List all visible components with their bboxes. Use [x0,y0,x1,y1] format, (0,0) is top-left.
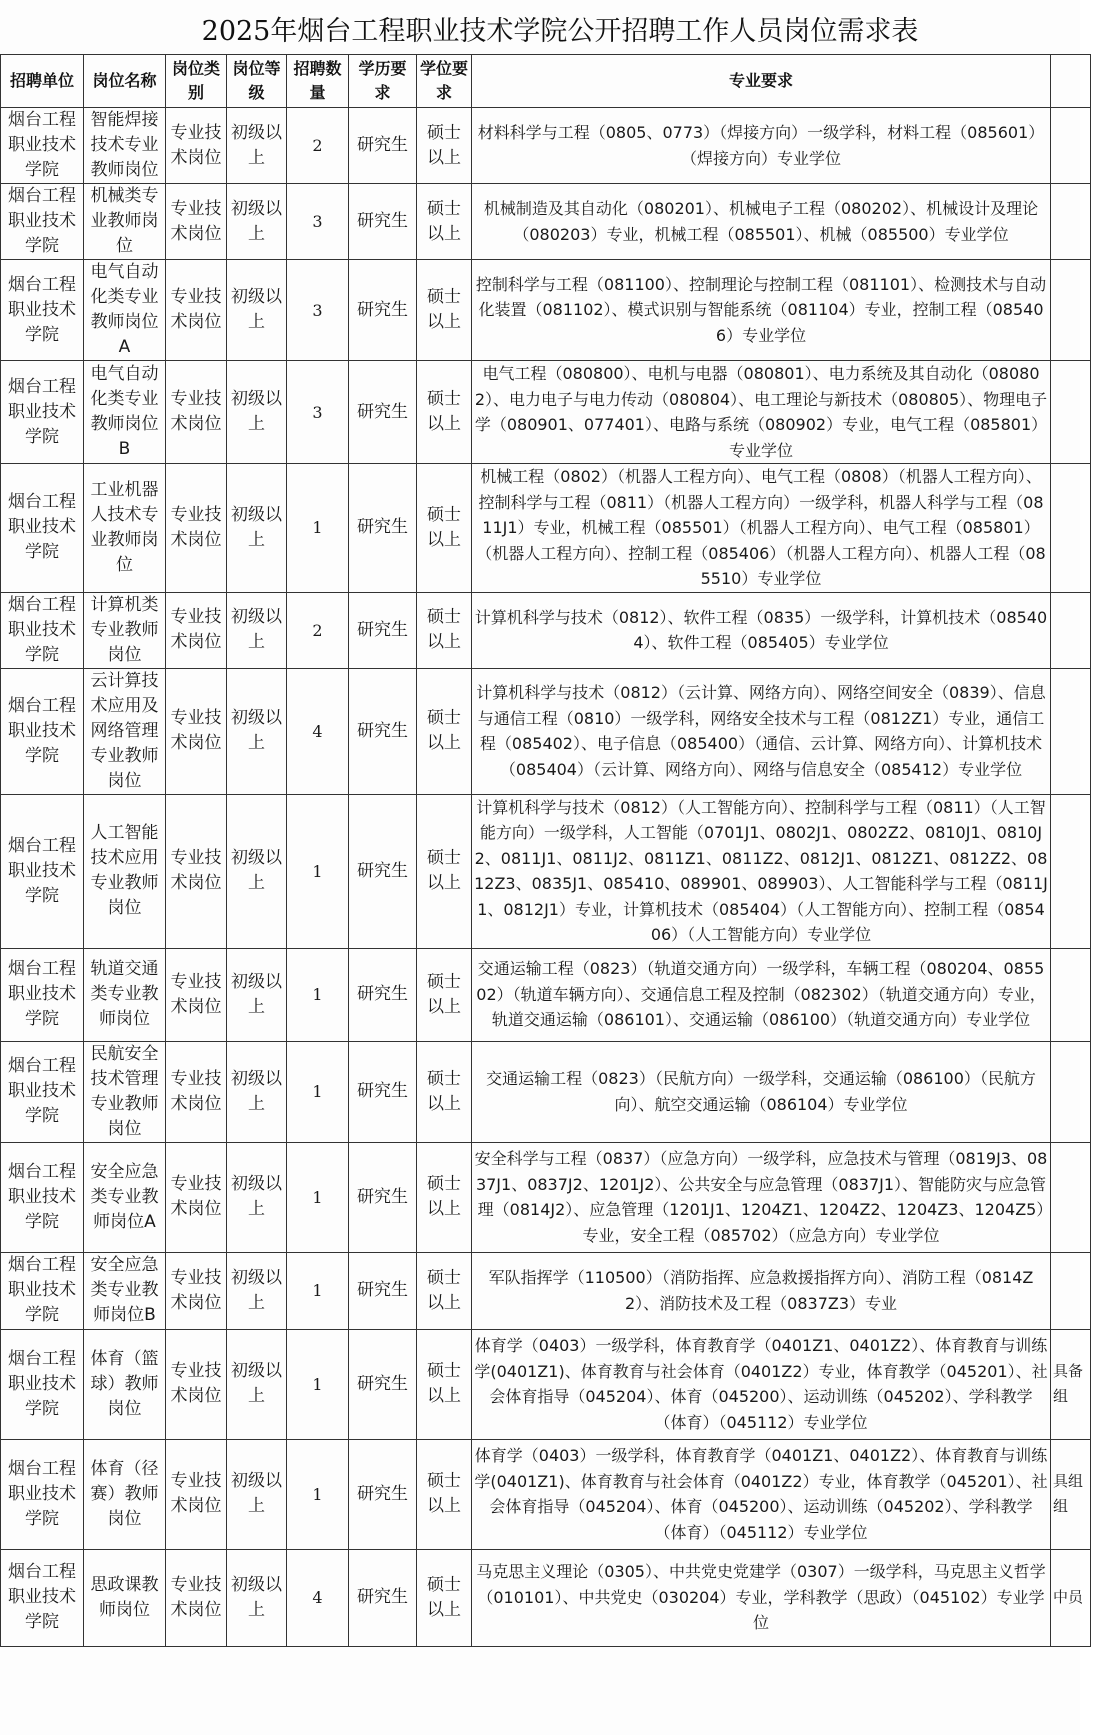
cell-count: 1 [287,1041,349,1142]
cell-count: 1 [287,794,349,948]
table-row [1,948,1091,1041]
cell-count: 1 [287,1439,349,1549]
cell-level: 初级以上 [227,1142,287,1252]
header-row [1,55,1091,108]
cell-major: 计算机科学与技术（0812）（人工智能方向）、控制科学与工程（0811）（人工智能方向）一级学科，人工智能（0701J1、0802J1、0802Z2、0810J1、0810J2、0811J1、0811J2、0811Z1、0811Z2、0812J1、0812Z1、0812Z2、0812Z3、0835J1、085410、089901、089903）、人工智能科学与工程（0811J1、0812J1）专业，计算机技术（085404）（人工智能方向）、控制工程（085406）（人工智能方向）专业学位 [472,794,1051,948]
cell-level: 初级以上 [227,464,287,593]
cell-position-name: 计算机类专业教师岗位 [84,592,166,668]
cell-extra: 中员 [1051,1549,1091,1646]
cell-extra [1051,592,1091,668]
cell-category: 专业技术岗位 [166,260,227,361]
table-row [1,592,1091,668]
cell-major: 军队指挥学（110500）（消防指挥、应急救援指挥方向）、消防工程（0814Z2）、消防技术及工程（0837Z3）专业 [472,1252,1051,1329]
header-level: 岗位等级 [227,55,287,108]
cell-level: 初级以上 [227,1252,287,1329]
cell-level: 初级以上 [227,592,287,668]
cell-level: 初级以上 [227,108,287,184]
header-name: 岗位名称 [84,55,166,108]
cell-level: 初级以上 [227,1549,287,1646]
cell-extra: 具备组 [1051,1329,1091,1439]
cell-position-name: 安全应急类专业教师岗位B [84,1252,166,1329]
table-row [1,260,1091,361]
header-category: 岗位类别 [166,55,227,108]
cell-major: 交通运输工程（0823）（民航方向）一级学科，交通运输（086100）（民航方向）、航空交通运输（086104）专业学位 [472,1041,1051,1142]
cell-education: 研究生 [349,108,417,184]
table-row [1,1329,1091,1439]
table-row [1,108,1091,184]
cell-degree: 硕士以上 [417,108,472,184]
cell-degree: 硕士以上 [417,1142,472,1252]
cell-level: 初级以上 [227,361,287,464]
cell-category: 专业技术岗位 [166,1142,227,1252]
header-count: 招聘数量 [287,55,349,108]
cell-unit: 烟台工程职业技术学院 [1,592,84,668]
cell-major: 计算机科学与技术（0812）（云计算、网络方向）、网络空间安全（0839）、信息与通信工程（0810）一级学科，网络安全技术与工程（0812Z1）专业，通信工程（085402）、电子信息（085400）（通信、云计算、网络方向）、计算机技术（085404）（云计算、网络方向）、网络与信息安全（085412）专业学位 [472,668,1051,794]
cell-position-name: 电气自动化类专业教师岗位B [84,361,166,464]
header-unit: 招聘单位 [1,55,84,108]
cell-degree: 硕士以上 [417,1041,472,1142]
cell-extra [1051,794,1091,948]
cell-category: 专业技术岗位 [166,948,227,1041]
header-major: 专业要求 [472,55,1051,108]
table-row [1,794,1091,948]
cell-education: 研究生 [349,1252,417,1329]
cell-education: 研究生 [349,668,417,794]
cell-level: 初级以上 [227,1439,287,1549]
cell-degree: 硕士以上 [417,1329,472,1439]
cell-category: 专业技术岗位 [166,184,227,260]
cell-unit: 烟台工程职业技术学院 [1,184,84,260]
cell-unit: 烟台工程职业技术学院 [1,1041,84,1142]
cell-level: 初级以上 [227,794,287,948]
cell-extra [1051,464,1091,593]
table-row [1,668,1091,794]
cell-major: 马克思主义理论（0305）、中共党史党建学（0307）一级学科，马克思主义哲学（010101）、中共党史（030204）专业，学科教学（思政）（045102）专业学位 [472,1549,1051,1646]
cell-major: 机械制造及其自动化（080201）、机械电子工程（080202）、机械设计及理论（080203）专业，机械工程（085501）、机械（085500）专业学位 [472,184,1051,260]
cell-category: 专业技术岗位 [166,794,227,948]
cell-category: 专业技术岗位 [166,1252,227,1329]
cell-education: 研究生 [349,1549,417,1646]
cell-count: 3 [287,361,349,464]
cell-unit: 烟台工程职业技术学院 [1,1439,84,1549]
cell-education: 研究生 [349,464,417,593]
cell-education: 研究生 [349,1329,417,1439]
cell-major: 电气工程（080800）、电机与电器（080801）、电力系统及其自动化（080802）、电力电子与电力传动（080804）、电工理论与新技术（080805）、物理电子学（080901、077401）、电路与系统（080902）专业，电气工程（085801）专业学位 [472,361,1051,464]
cell-position-name: 轨道交通类专业教师岗位 [84,948,166,1041]
cell-degree: 硕士以上 [417,1439,472,1549]
cell-category: 专业技术岗位 [166,1329,227,1439]
cell-level: 初级以上 [227,948,287,1041]
header-extra [1051,55,1091,108]
cell-category: 专业技术岗位 [166,464,227,593]
table-row [1,1041,1091,1142]
cell-degree: 硕士以上 [417,1252,472,1329]
cell-extra: 具组组 [1051,1439,1091,1549]
cell-count: 1 [287,464,349,593]
cell-education: 研究生 [349,794,417,948]
cell-unit: 烟台工程职业技术学院 [1,260,84,361]
cell-count: 4 [287,668,349,794]
cell-level: 初级以上 [227,1041,287,1142]
table-row [1,1142,1091,1252]
cell-category: 专业技术岗位 [166,361,227,464]
cell-degree: 硕士以上 [417,260,472,361]
cell-unit: 烟台工程职业技术学院 [1,1549,84,1646]
cell-unit: 烟台工程职业技术学院 [1,464,84,593]
cell-position-name: 人工智能技术应用专业教师岗位 [84,794,166,948]
cell-position-name: 思政课教师岗位 [84,1549,166,1646]
cell-extra [1051,184,1091,260]
cell-extra [1051,260,1091,361]
cell-degree: 硕士以上 [417,184,472,260]
cell-major: 体育学（0403）一级学科，体育教育学（0401Z1、0401Z2）、体育教育与训练学(0401Z1)、体育教育与社会体育（0401Z2）专业，体育教学（045201）、社会体育指导（045204）、体育（045200）、运动训练（045202）、学科教学（体育）（045112）专业学位 [472,1439,1051,1549]
cell-position-name: 民航安全技术管理专业教师岗位 [84,1041,166,1142]
header-education: 学历要求 [349,55,417,108]
cell-education: 研究生 [349,1439,417,1549]
cell-education: 研究生 [349,184,417,260]
cell-count: 2 [287,108,349,184]
cell-major: 交通运输工程（0823）（轨道交通方向）一级学科，车辆工程（080204、085502）（轨道车辆方向）、交通信息工程及控制（082302）（轨道交通方向）专业，轨道交通运输（086101）、交通运输（086100）（轨道交通方向）专业学位 [472,948,1051,1041]
cell-degree: 硕士以上 [417,1549,472,1646]
cell-education: 研究生 [349,1041,417,1142]
cell-position-name: 安全应急类专业教师岗位A [84,1142,166,1252]
cell-category: 专业技术岗位 [166,1439,227,1549]
cell-extra [1051,1041,1091,1142]
header-degree: 学位要求 [417,55,472,108]
cell-level: 初级以上 [227,260,287,361]
table-row [1,1252,1091,1329]
cell-category: 专业技术岗位 [166,108,227,184]
cell-category: 专业技术岗位 [166,668,227,794]
cell-education: 研究生 [349,592,417,668]
cell-unit: 烟台工程职业技术学院 [1,1252,84,1329]
cell-count: 1 [287,1329,349,1439]
cell-unit: 烟台工程职业技术学院 [1,1329,84,1439]
table-row [1,464,1091,593]
cell-major: 计算机科学与技术（0812）、软件工程（0835）一级学科，计算机技术（085404）、软件工程（085405）专业学位 [472,592,1051,668]
cell-category: 专业技术岗位 [166,1549,227,1646]
cell-extra [1051,361,1091,464]
cell-education: 研究生 [349,361,417,464]
cell-extra [1051,948,1091,1041]
cell-extra [1051,1142,1091,1252]
cell-unit: 烟台工程职业技术学院 [1,1142,84,1252]
cell-level: 初级以上 [227,1329,287,1439]
cell-position-name: 云计算技术应用及网络管理专业教师岗位 [84,668,166,794]
cell-category: 专业技术岗位 [166,592,227,668]
cell-education: 研究生 [349,260,417,361]
cell-position-name: 体育（径赛）教师岗位 [84,1439,166,1549]
cell-count: 1 [287,948,349,1041]
cell-unit: 烟台工程职业技术学院 [1,108,84,184]
cell-unit: 烟台工程职业技术学院 [1,361,84,464]
cell-extra [1051,108,1091,184]
cell-degree: 硕士以上 [417,592,472,668]
table-row [1,361,1091,464]
recruitment-table [0,54,1091,1647]
cell-position-name: 工业机器人技术专业教师岗位 [84,464,166,593]
cell-position-name: 电气自动化类专业教师岗位A [84,260,166,361]
cell-education: 研究生 [349,948,417,1041]
cell-degree: 硕士以上 [417,948,472,1041]
cell-count: 1 [287,1252,349,1329]
cell-degree: 硕士以上 [417,668,472,794]
cell-category: 专业技术岗位 [166,1041,227,1142]
cell-degree: 硕士以上 [417,794,472,948]
cell-level: 初级以上 [227,184,287,260]
cell-position-name: 智能焊接技术专业教师岗位 [84,108,166,184]
cell-level: 初级以上 [227,668,287,794]
cell-major: 控制科学与工程（081100）、控制理论与控制工程（081101）、检测技术与自动化装置（081102）、模式识别与智能系统（081104）专业，控制工程（085406）专业学位 [472,260,1051,361]
cell-count: 3 [287,184,349,260]
table-body [1,108,1091,1647]
cell-count: 1 [287,1142,349,1252]
cell-degree: 硕士以上 [417,464,472,593]
cell-unit: 烟台工程职业技术学院 [1,794,84,948]
cell-extra [1051,1252,1091,1329]
cell-extra [1051,668,1091,794]
cell-education: 研究生 [349,1142,417,1252]
cell-count: 3 [287,260,349,361]
cell-major: 机械工程（0802）（机器人工程方向）、电气工程（0808）（机器人工程方向）、控制科学与工程（0811）（机器人工程方向）一级学科，机器人科学与工程（0811J1）专业，机械工程（085501）（机器人工程方向）、电气工程（085801）（机器人工程方向）、控制工程（085406）（机器人工程方向）、机器人工程（085510）专业学位 [472,464,1051,593]
cell-count: 4 [287,1549,349,1646]
cell-major: 材料科学与工程（0805、0773）（焊接方向）一级学科，材料工程（085601）（焊接方向）专业学位 [472,108,1051,184]
table-row [1,1549,1091,1646]
page-title: 2025年烟台工程职业技术学院公开招聘工作人员岗位需求表 [201,16,919,47]
cell-position-name: 机械类专业教师岗位 [84,184,166,260]
cell-major: 安全科学与工程（0837）（应急方向）一级学科，应急技术与管理（0819J3、0837J1、0837J2、1201J2）、公共安全与应急管理（0837J1）、智能防灾与应急管理（0814J2）、应急管理（1201J1、1204Z1、1204Z2、1204Z3、1204Z5）专业，安全工程（085702）（应急方向）专业学位 [472,1142,1051,1252]
cell-major: 体育学（0403）一级学科，体育教育学（0401Z1、0401Z2）、体育教育与训练学(0401Z1)、体育教育与社会体育（0401Z2）专业，体育教学（045201）、社会体育指导（045204）、体育（045200）、运动训练（045202）、学科教学（体育）（045112）专业学位 [472,1329,1051,1439]
cell-degree: 硕士以上 [417,361,472,464]
table-row [1,184,1091,260]
cell-unit: 烟台工程职业技术学院 [1,948,84,1041]
table-row [1,1439,1091,1549]
cell-position-name: 体育（篮球）教师岗位 [84,1329,166,1439]
cell-count: 2 [287,592,349,668]
cell-unit: 烟台工程职业技术学院 [1,668,84,794]
